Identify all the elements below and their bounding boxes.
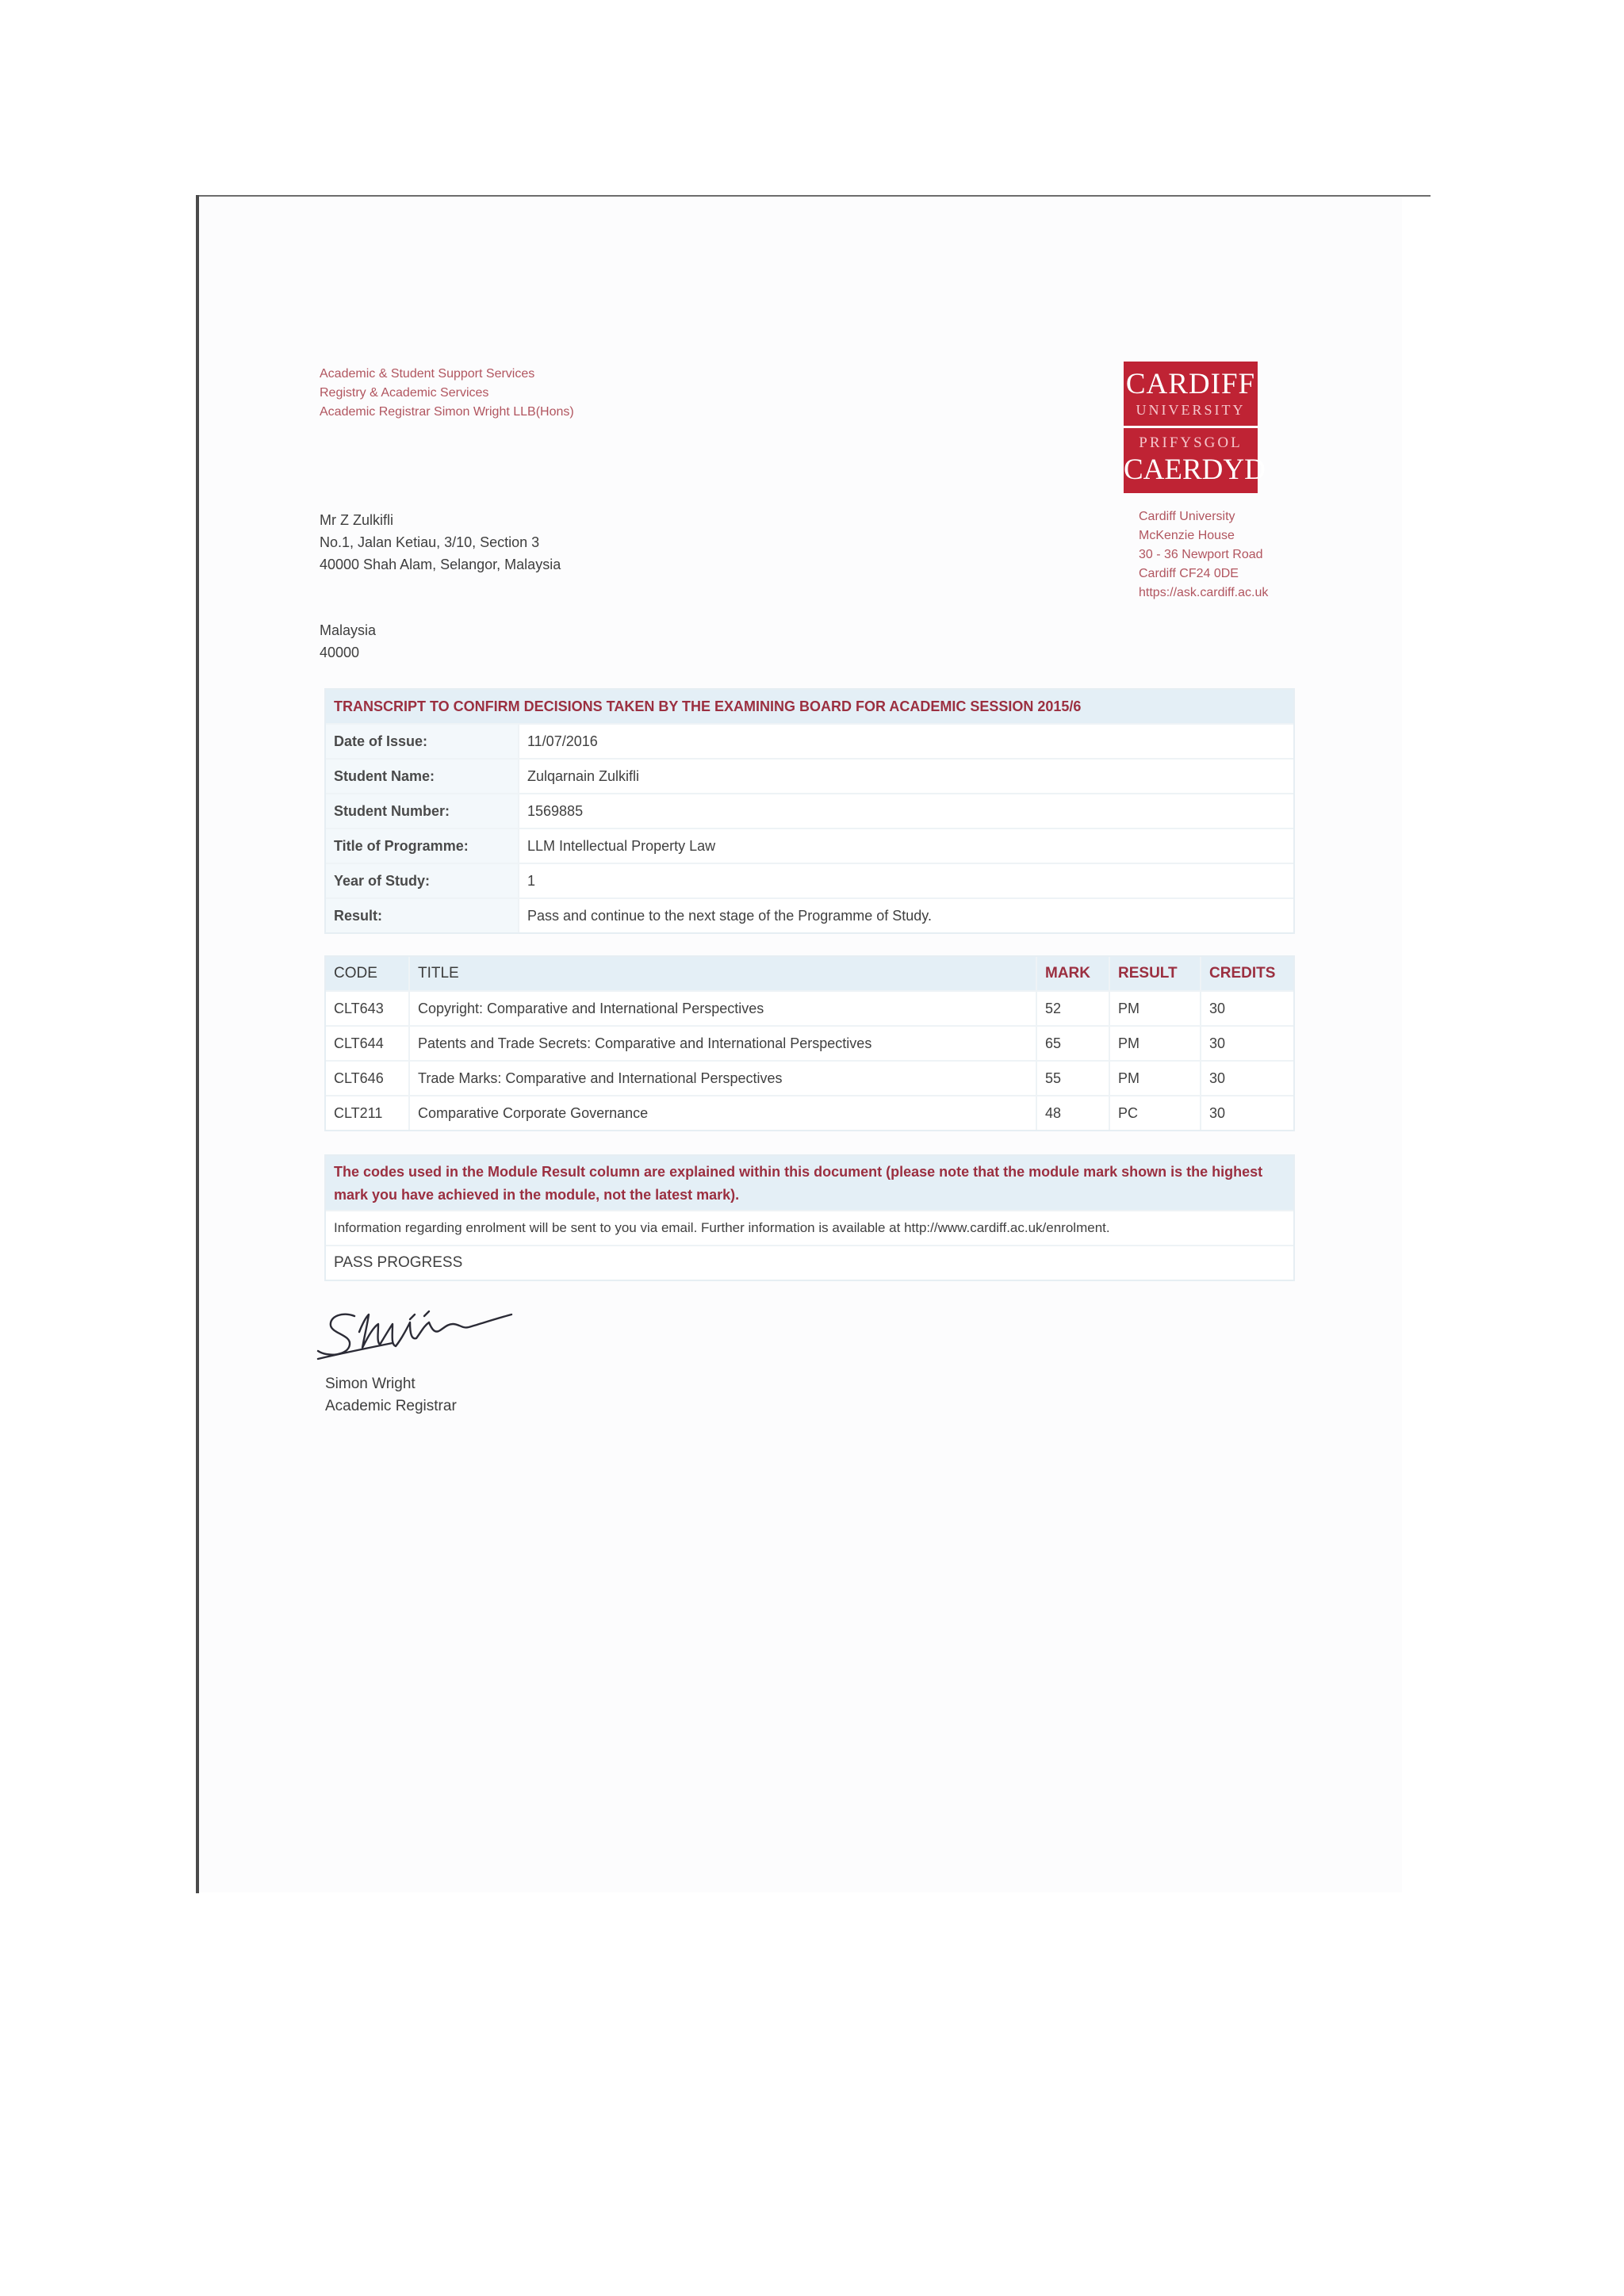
module-credits: 30 — [1209, 1070, 1226, 1086]
info-label: Student Number: — [326, 794, 519, 828]
info-label: Date of Issue: — [326, 725, 519, 758]
scan-edge — [197, 195, 1431, 197]
logo-welsh — [1124, 428, 1266, 493]
module-mark: 48 — [1037, 1096, 1110, 1130]
address-line: Cardiff CF24 0DE — [1139, 567, 1239, 580]
progress-status: PASS PROGRESS — [334, 1254, 463, 1271]
info-row — [326, 760, 1293, 794]
module-credits: 30 — [1209, 1105, 1226, 1121]
module-title: Trade Marks: Comparative and International Perspectives — [410, 1062, 1037, 1095]
address-link[interactable]: https://ask.cardiff.ac.uk — [1139, 586, 1269, 599]
module-row — [326, 1027, 1293, 1062]
info-row — [326, 829, 1293, 864]
info-value: Zulqarnain Zulkifli — [527, 768, 640, 784]
module-row — [326, 992, 1293, 1027]
module-title: Comparative Corporate Governance — [410, 1096, 1037, 1130]
signatory-block — [325, 1373, 457, 1418]
info-row — [326, 899, 1293, 932]
address-line: McKenzie House — [1139, 529, 1235, 542]
recipient-line: Mr Z Zulkifli — [320, 512, 393, 528]
recipient-line: No.1, Jalan Ketiau, 3/10, Section 3 — [320, 534, 540, 550]
module-result: PM — [1110, 992, 1201, 1025]
signature-image — [313, 1300, 519, 1372]
logo-english — [1124, 362, 1258, 425]
logo-text-university: UNIVERSITY — [1136, 402, 1246, 418]
transcript-info-table — [324, 688, 1295, 934]
info-label: Title of Programme: — [326, 829, 519, 863]
signatory-name: Simon Wright — [325, 1376, 416, 1392]
module-title: Patents and Trade Secrets: Comparative and International Perspectives — [410, 1027, 1037, 1060]
logo-text-prifysgol: PRIFYSGOL — [1139, 434, 1243, 451]
logo-text-cardiff: CARDIFF — [1125, 368, 1256, 400]
module-credits: 30 — [1209, 1035, 1226, 1051]
recipient-country-block — [320, 619, 376, 664]
info-label: Year of Study: — [326, 864, 519, 897]
dept-line: Academic & Student Support Services — [320, 367, 535, 381]
module-mark: 55 — [1037, 1062, 1110, 1095]
module-title: Copyright: Comparative and International Perspectives — [410, 992, 1037, 1025]
enrolment-note: Information regarding enrolment will be sent to you via email. Further information is available at http://www.cardiff.ac.uk/enrolment. — [326, 1211, 1293, 1246]
module-code: CLT646 — [326, 1062, 410, 1095]
info-value: Pass and continue to the next stage of the Programme of Study. — [527, 908, 932, 924]
module-code: CLT644 — [326, 1027, 410, 1060]
module-table-header — [326, 957, 1293, 992]
address-line: 30 - 36 Newport Road — [1139, 548, 1263, 561]
header-code: CODE — [326, 957, 410, 990]
address-line: Cardiff University — [1139, 510, 1235, 523]
info-value: 11/07/2016 — [527, 733, 598, 749]
module-result: PC — [1110, 1096, 1201, 1130]
module-row — [326, 1062, 1293, 1096]
info-row — [326, 725, 1293, 760]
recipient-postcode: 40000 — [320, 645, 360, 660]
university-address — [1139, 507, 1268, 603]
dept-line: Academic Registrar Simon Wright LLB(Hons) — [320, 405, 574, 419]
module-result: PM — [1110, 1062, 1201, 1095]
info-label: Student Name: — [326, 760, 519, 793]
info-value: 1 — [527, 873, 536, 889]
header-mark: MARK — [1037, 957, 1110, 990]
recipient-address — [320, 509, 561, 576]
module-code: CLT211 — [326, 1096, 410, 1130]
module-code: CLT643 — [326, 992, 410, 1025]
module-row — [326, 1096, 1293, 1130]
department-header — [320, 365, 574, 422]
logo-text-caerdydd: CAERDYD — [1124, 453, 1266, 486]
scan-edge — [196, 195, 199, 1893]
notes-box — [324, 1154, 1295, 1281]
header-credits: CREDITS — [1209, 965, 1276, 982]
cardiff-university-logo — [1124, 362, 1266, 493]
recipient-country: Malaysia — [320, 622, 377, 638]
signatory-title: Academic Registrar — [325, 1398, 457, 1414]
module-mark: 52 — [1037, 992, 1110, 1025]
module-credits: 30 — [1209, 1001, 1226, 1016]
dept-line: Registry & Academic Services — [320, 386, 489, 400]
info-label: Result: — [326, 899, 519, 932]
transcript-heading: TRANSCRIPT TO CONFIRM DECISIONS TAKEN BY THE EXAMINING BOARD FOR ACADEMIC SESSION 2015/6 — [326, 690, 1293, 725]
module-results-table — [324, 955, 1295, 1131]
module-code-note: The codes used in the Module Result column are explained within this document (please note that the module mark shown is the highest mark you have achieved in the module, not the latest mark). — [326, 1156, 1293, 1211]
info-row — [326, 794, 1293, 829]
module-mark: 65 — [1037, 1027, 1110, 1060]
header-result: RESULT — [1110, 957, 1201, 990]
module-result: PM — [1110, 1027, 1201, 1060]
info-value: 1569885 — [527, 803, 584, 819]
info-row — [326, 864, 1293, 899]
header-title: TITLE — [410, 957, 1037, 990]
info-value: LLM Intellectual Property Law — [527, 838, 716, 854]
recipient-line: 40000 Shah Alam, Selangor, Malaysia — [320, 557, 561, 572]
